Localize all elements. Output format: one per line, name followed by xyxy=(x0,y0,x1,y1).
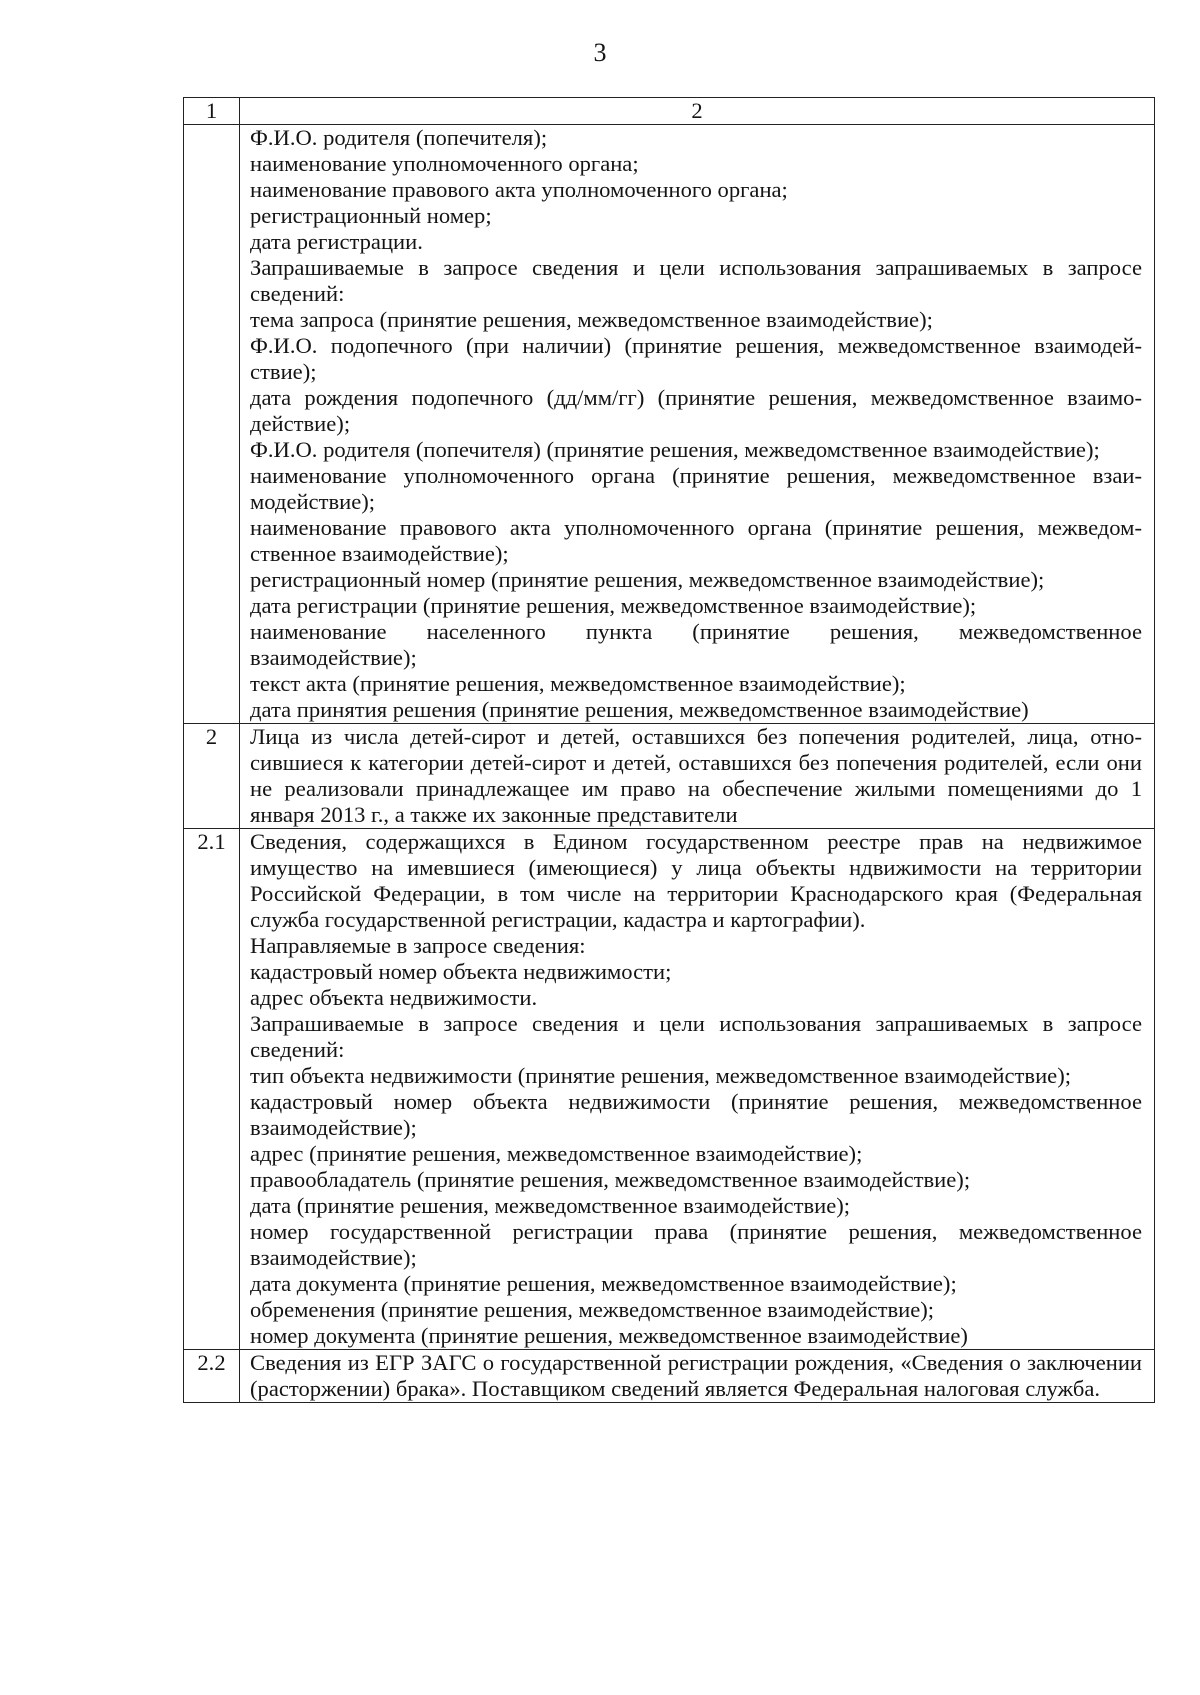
row-line: дата (принятие решения, межведомственное взаимодействие); xyxy=(250,1193,851,1218)
document-table xyxy=(183,97,1155,1403)
row-line: дата регистрации. xyxy=(250,229,423,254)
table-row xyxy=(184,125,1155,724)
row-line: обременения (принятие решения, межведомственное взаимодействие); xyxy=(250,1297,935,1322)
row-paragraph: дата рождения подопечного (дд/мм/гг) (принятие решения, межведомственное взаимодействие); xyxy=(250,385,1142,436)
row-line: Направляемые в запросе сведения: xyxy=(250,933,586,958)
row-paragraph: Запрашиваемые в запросе сведения и цели использования запрашиваемых в запросе сведений: xyxy=(250,1011,1142,1062)
row-paragraph: Сведения, содержащихся в Едином государственном реестре прав на недвижимое имущество на имевшиеся (имеющиеся) у лица объекты ндвижимости на территории Российской Федерации, в том числе на территории Краснодарского края (Федеральная служба государственной регистрации, кадастра и картографии). xyxy=(250,829,1142,932)
row-paragraph: кадастровый номер объекта недвижимости (принятие решения, межведомственное взаимодействие); xyxy=(250,1089,1142,1140)
row-line: дата регистрации (принятие решения, межведомственное взаимодействие); xyxy=(250,593,977,618)
row-line: регистрационный номер; xyxy=(250,203,492,228)
page-number: 3 xyxy=(593,38,607,67)
row-line: тип объекта недвижимости (принятие решения, межведомственное взаимодействие); xyxy=(250,1063,1071,1088)
row-line: Ф.И.О. родителя (попечителя); xyxy=(250,125,548,150)
row-line: адрес объекта недвижимости. xyxy=(250,985,538,1010)
row-line: номер документа (принятие решения, межведомственное взаимодействие) xyxy=(250,1323,968,1348)
row-line: дата документа (принятие решения, межведомственное взаимодействие); xyxy=(250,1271,957,1296)
row-paragraph: наименование правового акта уполномоченного органа (принятие решения, межведомственное взаимодействие); xyxy=(250,515,1142,566)
row-content xyxy=(240,125,1155,724)
row-paragraph: наименование уполномоченного органа (принятие решения, межведомственное взаимодействие); xyxy=(250,463,1142,514)
row-number: 2.1 xyxy=(184,829,240,1350)
row-paragraph: Ф.И.О. подопечного (при наличии) (принятие решения, межведомственное взаимодействие); xyxy=(250,333,1142,384)
table-header-row xyxy=(184,98,1155,125)
row-line: правообладатель (принятие решения, межведомственное взаимодействие); xyxy=(250,1167,971,1192)
row-line: наименование уполномоченного органа; xyxy=(250,151,639,176)
row-paragraph: Сведения из ЕГР ЗАГС о государственной регистрации рождения, «Сведения о заключении (расторжении) брака». Поставщиком сведений является Федеральная налоговая служба. xyxy=(250,1350,1142,1401)
row-line: наименование правового акта уполномоченного органа; xyxy=(250,177,788,202)
row-content xyxy=(240,829,1155,1350)
row-line: регистрационный номер (принятие решения, межведомственное взаимодействие); xyxy=(250,567,1045,592)
header-col-1: 1 xyxy=(184,98,240,125)
row-number: 2.2 xyxy=(184,1350,240,1403)
row-paragraph: Запрашиваемые в запросе сведения и цели использования запрашиваемых в запросе сведений: xyxy=(250,255,1142,306)
row-line: текст акта (принятие решения, межведомственное взаимодействие); xyxy=(250,671,906,696)
row-content xyxy=(240,724,1155,829)
row-paragraph: Ф.И.О. родителя (попечителя) (принятие решения, межведомственное взаимодействие); xyxy=(250,437,1100,462)
row-line: кадастровый номер объекта недвижимости; xyxy=(250,959,672,984)
row-line: дата принятия решения (принятие решения, межведомственное взаимодействие) xyxy=(250,697,1029,722)
table-row xyxy=(184,829,1155,1350)
table-row xyxy=(184,724,1155,829)
row-line: тема запроса (принятие решения, межведомственное взаимодействие); xyxy=(250,307,933,332)
table-row xyxy=(184,1350,1155,1403)
row-line: адрес (принятие решения, межведомственное взаимодействие); xyxy=(250,1141,863,1166)
row-content xyxy=(240,1350,1155,1403)
row-paragraph: наименование населенного пункта (принятие решения, межведомственное взаимодействие); xyxy=(250,619,1142,670)
header-col-2: 2 xyxy=(240,98,1155,125)
row-paragraph: номер государственной регистрации права (принятие решения, межведомственное взаимодействие); xyxy=(250,1219,1142,1270)
row-number: 2 xyxy=(184,724,240,829)
row-number xyxy=(184,125,240,724)
row-paragraph: Лица из числа детей-сирот и детей, оставшихся без попечения родителей, лица, относившиеся к категории детей-сирот и детей, оставшихся без попечения родителей, если они не реализовали принадлежащее им право на обеспечение жилыми помещениями до 1 января 2013 г., а также их законные представители xyxy=(250,724,1142,827)
